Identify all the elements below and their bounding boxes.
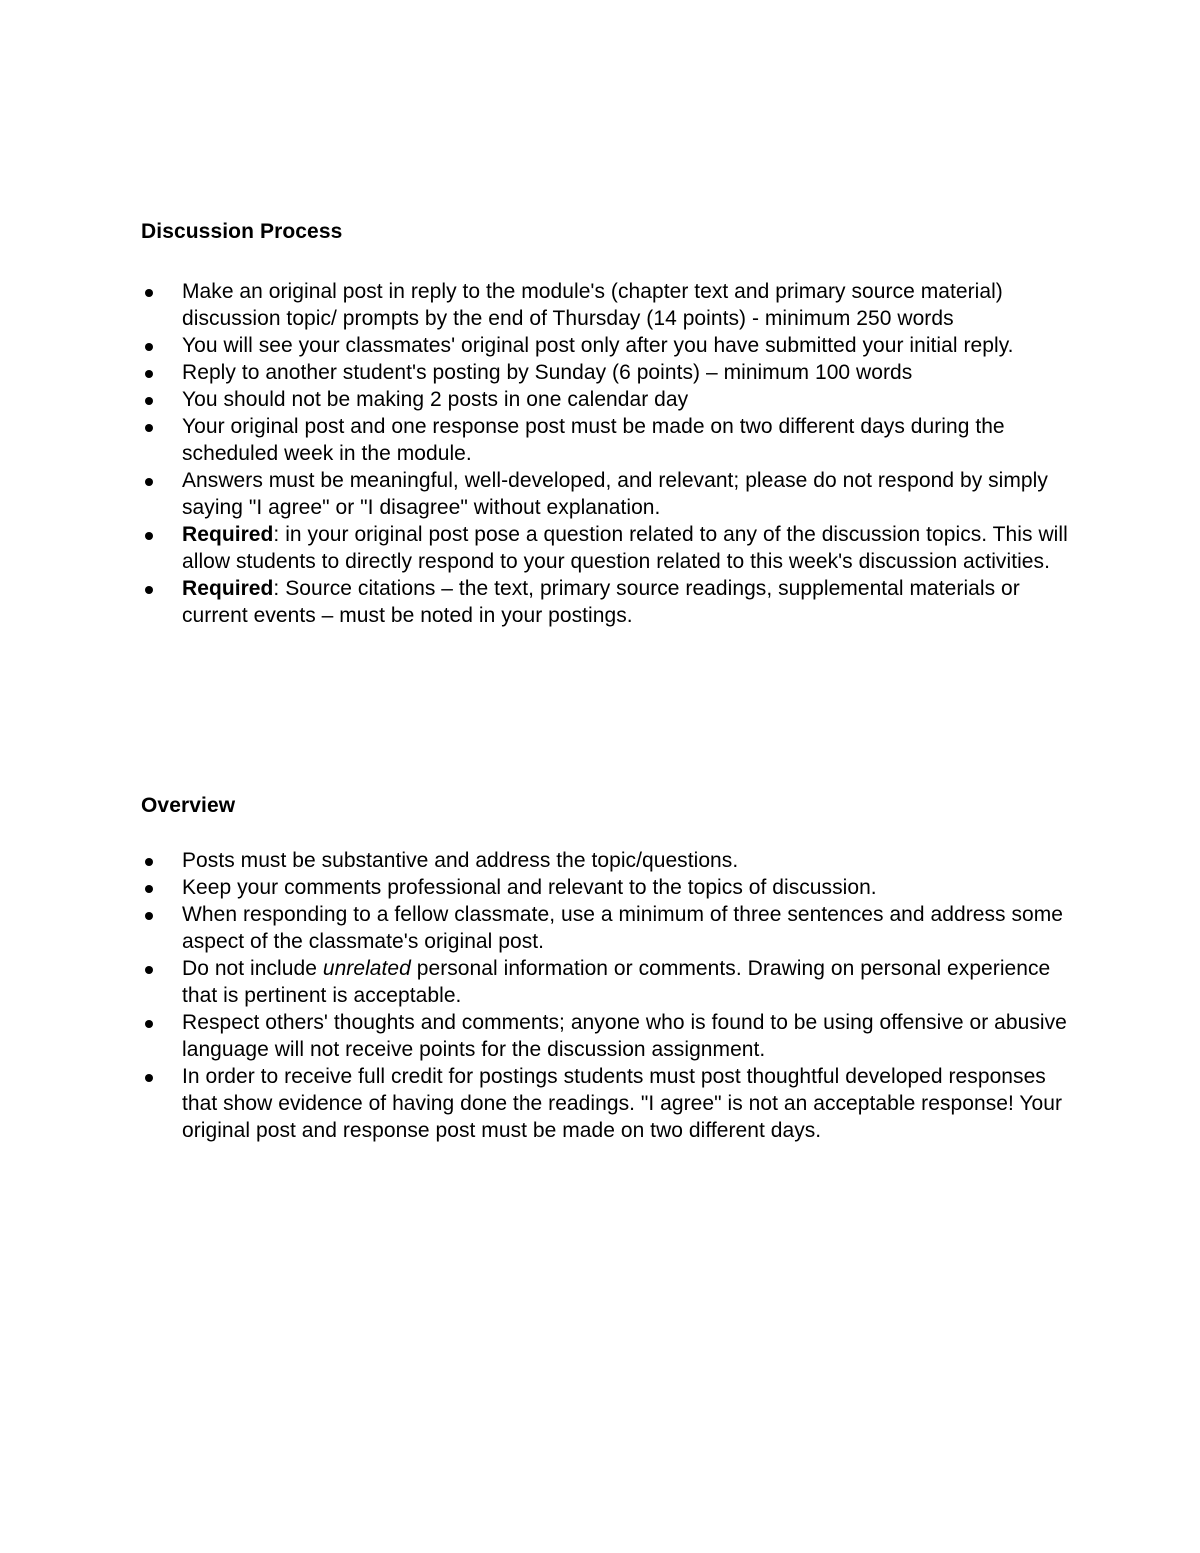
list-item-text: You should not be making 2 posts in one calendar day — [182, 388, 689, 411]
list-item-text: Reply to another student's posting by Sunday (6 points) – minimum 100 words — [182, 361, 913, 384]
bullet-icon — [145, 478, 153, 486]
list-item — [0, 901, 1072, 955]
list-item-text: Answers must be meaningful, well-developed, and relevant; please do not respond by simply saying "I agree" or "I disagree" without explanation. — [182, 469, 1048, 519]
list-item-text: Respect others' thoughts and comments; anyone who is found to be using offensive or abusive language will not receive points for the discussion assignment. — [182, 1011, 1067, 1061]
list-item-text: When responding to a fellow classmate, use a minimum of three sentences and address some aspect of the classmate's original post. — [182, 903, 1064, 953]
list-item — [0, 521, 1072, 575]
bullet-icon — [145, 397, 153, 405]
bullet-icon — [145, 858, 153, 866]
list-item-text-prefix: Do not include — [182, 957, 323, 980]
list-item-text: personal information or comments. Drawing on personal experience that is pertinent is acceptable. — [182, 957, 1051, 1007]
list-item — [0, 359, 1072, 386]
discussion-process-heading: Discussion Process — [141, 220, 343, 243]
discussion-process-list — [0, 278, 1200, 629]
bullet-icon — [145, 343, 153, 351]
list-item — [0, 332, 1072, 359]
bullet-icon — [145, 1020, 153, 1028]
list-item-text: Posts must be substantive and address the topic/questions. — [182, 849, 739, 872]
list-item-text: Your original post and one response post must be made on two different days during the scheduled week in the module. — [182, 415, 1005, 465]
list-item-text: : in your original post pose a question related to any of the discussion topics. This will allow students to directly respond to your question related to this week's discussion activities. — [182, 523, 1068, 573]
list-item — [0, 413, 1072, 467]
bullet-icon — [145, 424, 153, 432]
bullet-icon — [145, 532, 153, 540]
overview-heading: Overview — [141, 794, 236, 817]
list-item — [0, 386, 1072, 413]
overview-list — [0, 847, 1200, 1144]
list-item — [0, 467, 1072, 521]
required-label: Required — [182, 577, 274, 600]
bullet-icon — [145, 370, 153, 378]
list-item — [0, 575, 1072, 629]
required-label: Required — [182, 523, 274, 546]
list-item — [0, 955, 1072, 1009]
bullet-icon — [145, 1074, 153, 1082]
list-item-text: In order to receive full credit for postings students must post thoughtful developed responses that show evidence of having done the readings. "I agree" is not an acceptable response! Your original post and response post must be made on two different days. — [182, 1065, 1062, 1142]
bullet-icon — [145, 912, 153, 920]
list-item — [0, 278, 1072, 332]
list-item — [0, 874, 1072, 901]
bullet-icon — [145, 966, 153, 974]
list-item — [0, 847, 1072, 874]
bullet-icon — [145, 885, 153, 893]
list-item — [0, 1009, 1072, 1063]
emphasis-text: unrelated — [322, 957, 411, 980]
list-item — [0, 1063, 1072, 1144]
list-item-text: You will see your classmates' original post only after you have submitted your initial reply. — [182, 334, 1014, 357]
bullet-icon — [145, 289, 153, 297]
list-item-text: Keep your comments professional and relevant to the topics of discussion. — [182, 876, 877, 899]
bullet-icon — [145, 586, 153, 594]
list-item-text: Make an original post in reply to the module's (chapter text and primary source material) discussion topic/ prompts by the end of Thursday (14 points) - minimum 250 words — [182, 280, 1003, 330]
list-item-text: : Source citations – the text, primary source readings, supplemental materials or current events – must be noted in your postings. — [182, 577, 1020, 627]
